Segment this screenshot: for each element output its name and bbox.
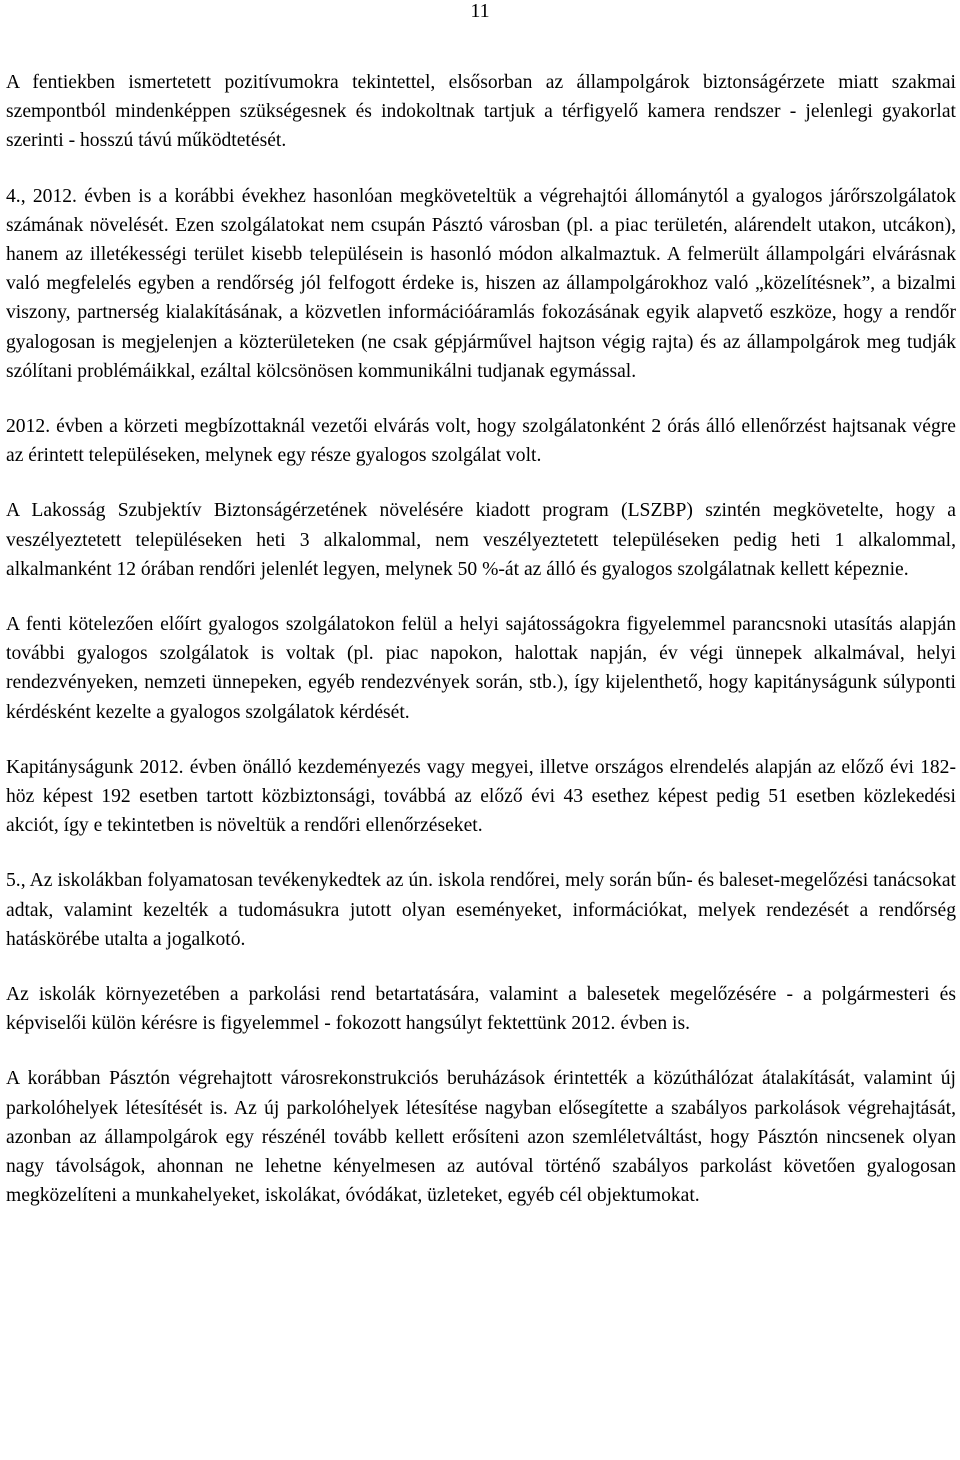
paragraph-school-parking: Az iskolák környezetében a parkolási rend betartatására, valamint a balesetek megelőzésére - a polgármesteri és képviselői külön kérésre is figyelemmel - fokozott hangsúlyt fektettünk 2012. évben is. <box>6 984 956 1035</box>
paragraph-foot-patrols: 4., 2012. évben is a korábbi évekhez hasonlóan megköveteltük a végrehajtói állománytól a gyalogos járőrszolgálatok számának növelését. Ezen szolgálatokat nem csupán Pásztó városban (pl. a piac területén, alárendelt utakon, utcákon), hanem az illetékességi terület kisebb településein is hasonló módon alkalmaztuk. A felmerült állampolgári elvárásnak való megfelelés egyben a rendőrség jól felfogott érdeke is, hiszen az állampolgárokhoz való „közelítésnek”, a bizalmi viszony, partnerség kialakításának, a közvetlen információáramlás fokozásának egyik alapvető eszköze, hogy a rendőr gyalogosan is megjelenjen a közterületeken (ne csak gépjárművel hajtson végig rajta) és az állampolgárok meg tudják szólítani problémáikkal, ezáltal kölcsönösen kommunikálni tudjanak egymással. <box>6 185 956 382</box>
paragraph-lszbp-program: A Lakosság Szubjektív Biztonságérzetének növelésére kiadott program (LSZBP) szintén megkövetelte, hogy a veszélyeztetett településeken heti 3 alkalommal, nem veszélyeztetett településeken pedig heti 1 alkalommal, alkalmanként 12 órában rendőri jelenlét legyen, melynek 50 %-át az álló és gyalogos szolgálatnak kellett képeznie. <box>6 500 956 580</box>
paragraph-district-officers: 2012. évben a körzeti megbízottaknál vezetői elvárás volt, hogy szolgálatonként 2 órás álló ellenőrzést hajtsanak végre az érintett településeken, melynek egy része gyalogos szolgálat volt. <box>6 416 956 467</box>
document-body <box>6 68 956 1211</box>
paragraph-school-police: 5., Az iskolákban folyamatosan tevékenykedtek az ún. iskola rendőrei, mely során bűn- és baleset-megelőzési tanácsokat adtak, valamint kezelték a tudomásukra jutott olyan eseményeket, információkat, melyek rendezését a rendőrség hatáskörébe utalta a jogalkotó. <box>6 870 956 950</box>
paragraph-camera-system: A fentiekben ismertetett pozitívumokra tekintettel, elsősorban az állampolgárok biztonságérzete miatt szakmai szempontból mindenképpen szükségesnek és indokoltnak tartjuk a térfigyelő kamera rendszer - jelenlegi gyakorlat szerinti - hosszú távú működtetését. <box>6 72 956 152</box>
paragraph-urban-reconstruction: A korábban Pásztón végrehajtott városrekonstrukciós beruházások érintették a közúthálózat átalakítását, valamint új parkolóhelyek létesítését is. Az új parkolóhelyek létesítése nagyban elősegítette a szabályos parkolások végrehajtását, azonban az állampolgárok egy részénél tovább kellett erősíteni azon szemléletváltást, hogy Pásztón nincsenek olyan nagy távolságok, ahonnan ne lehetne kényelmesen az autóval történő szabályos parkolást követően gyalogosan megközelíteni a munkahelyeket, iskolákat, óvódákat, üzleteket, egyéb cél objektumokat. <box>6 1068 956 1207</box>
paragraph-additional-services: A fenti kötelezően előírt gyalogos szolgálatokon felül a helyi sajátosságokra figyelemmel parancsnoki utasítás alapján további gyalogos szolgálatok is voltak (pl. piac napokon, halottak napján, év végi ünnepek alkalmával, helyi rendezvényeken, nemzeti ünnepeken, egyéb rendezvények során, stb.), így kijelenthető, hogy kapitányságunk súlyponti kérdésként kezelte a gyalogos szolgálatok kérdését. <box>6 614 956 723</box>
page-number: 11 <box>470 0 490 22</box>
paragraph-public-safety-actions: Kapitányságunk 2012. évben önálló kezdeményezés vagy megyei, illetve országos elrendelés alapján az előző évi 182-höz képest 192 esetben tartott közbiztonsági, továbbá az előző évi 43 esethez képest pedig 51 esetben közlekedési akciót, így e tekintetben is növeltük a rendőri ellenőrzéseket. <box>6 756 956 837</box>
